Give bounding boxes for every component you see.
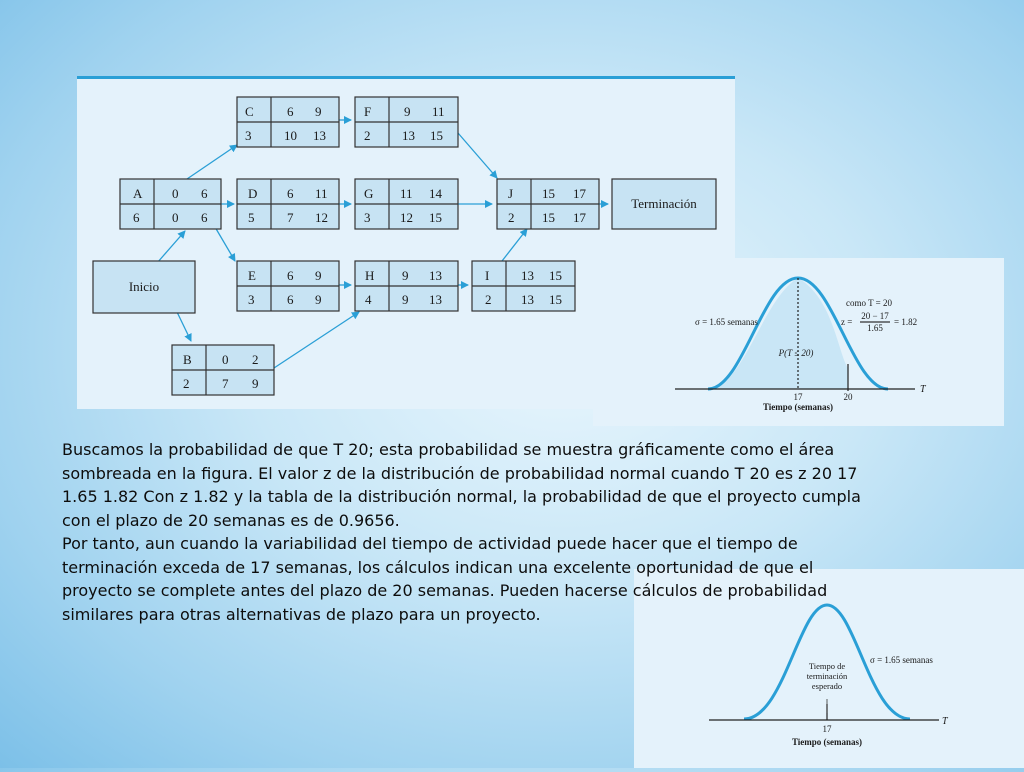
- node-d-ls: 7: [287, 210, 294, 225]
- sigma-label-2: σ = 1.65 semanas: [870, 655, 933, 665]
- node-inicio: [93, 261, 195, 313]
- node-a-es: 0: [172, 186, 179, 201]
- tick-20: 20: [843, 392, 853, 402]
- paragraph-1: Buscamos la probabilidad de que T 20; esta probabilidad se muestra gráficamente como el área sombreada en la figura. El valor z de la distribución de probabilidad normal cuando T 20 es z 20 17 1.65 1.82 Con z 1.82 y la tabla de la distribución normal, la probabilidad de que el proyecto cumpla con el plazo de 20 semanas es de 0.9656.: [62, 440, 861, 530]
- node-i-ef: 15: [549, 268, 562, 283]
- node-c: [237, 97, 339, 147]
- node-terminacion: [612, 179, 716, 229]
- node-a-name: A: [133, 186, 143, 201]
- node-a-ef: 6: [201, 186, 208, 201]
- node-e-ls: 6: [287, 292, 294, 307]
- x-axis-title: Tiempo (semanas): [762, 402, 834, 412]
- node-e-slack: 3: [248, 292, 255, 307]
- node-h-lf: 13: [429, 292, 442, 307]
- arrow-f-j: [458, 133, 497, 178]
- node-d-name: D: [248, 186, 258, 201]
- t-axis-label: T: [920, 384, 926, 395]
- node-c-slack: 3: [245, 128, 252, 143]
- node-b-es: 0: [222, 352, 229, 367]
- arrow-i-j: [502, 229, 527, 261]
- node-b-lf: 9: [252, 376, 259, 391]
- node-g-slack: 3: [364, 210, 371, 225]
- node-b: [172, 345, 274, 395]
- node-a-ls: 0: [172, 210, 179, 225]
- node-g-es: 11: [400, 186, 413, 201]
- node-e-lf: 9: [315, 292, 322, 307]
- arrow-a-c: [187, 145, 237, 179]
- node-f-lf: 15: [430, 128, 443, 143]
- paragraph-2: Por tanto, aun cuando la variabilidad del tiempo de actividad puede hacer que el tiempo de terminación exceda de 17 semanas, los cálculos indican una excelente oportunidad de que el proyecto se complete antes del plazo de 20 semanas. Pueden hacerse cálculos de probabilidad similares para otras alternativas de plazo para un proyecto.: [62, 534, 828, 624]
- node-h-slack: 4: [365, 292, 372, 307]
- node-e-es: 6: [287, 268, 294, 283]
- node-i-ls: 13: [521, 292, 534, 307]
- node-f-name: F: [364, 104, 372, 119]
- z-lhs: z =: [841, 317, 853, 327]
- inicio-label: Inicio: [128, 279, 160, 294]
- node-b-name: B: [183, 352, 192, 367]
- node-f-ef: 11: [432, 104, 445, 119]
- t-axis-label-2: T: [942, 716, 948, 727]
- z-numerator: 20 − 17: [861, 311, 889, 321]
- area-label: P(T ≤ 20): [778, 348, 814, 358]
- node-c-ls: 10: [284, 128, 297, 143]
- node-b-ef: 2: [252, 352, 259, 367]
- node-g-ls: 12: [400, 210, 413, 225]
- node-d-es: 6: [287, 186, 294, 201]
- node-i-name: I: [485, 268, 490, 283]
- normal-distribution-figure: [593, 258, 1004, 426]
- z-result: = 1.82: [894, 317, 918, 327]
- node-f-slack: 2: [364, 128, 371, 143]
- node-g-name: G: [364, 186, 374, 201]
- node-j-ls: 15: [542, 210, 555, 225]
- node-i-slack: 2: [485, 292, 492, 307]
- node-i-lf: 15: [549, 292, 562, 307]
- x-axis-title-2: Tiempo (semanas): [791, 737, 863, 747]
- node-f-ls: 13: [402, 128, 415, 143]
- node-i-es: 13: [521, 268, 534, 283]
- node-a-lf: 6: [201, 210, 208, 225]
- node-g: [355, 179, 458, 229]
- node-a-slack: 6: [133, 210, 140, 225]
- annot-line-3: esperado: [811, 681, 843, 691]
- node-c-es: 6: [287, 104, 294, 119]
- z-denominator: 1.65: [867, 323, 883, 333]
- node-h-es: 9: [402, 268, 409, 283]
- node-j: [497, 179, 599, 229]
- node-c-ef: 9: [315, 104, 322, 119]
- node-j-lf: 17: [573, 210, 586, 225]
- terminacion-label: Terminación: [631, 196, 697, 211]
- normal-svg: [593, 258, 1004, 426]
- shaded-area: [708, 278, 848, 389]
- arrow-b-h: [274, 312, 359, 368]
- body-text: [62, 438, 872, 626]
- como-label: como T = 20: [846, 298, 892, 308]
- node-d-slack: 5: [248, 210, 255, 225]
- node-d-ef: 11: [315, 186, 328, 201]
- node-c-name: C: [245, 104, 254, 119]
- arrow-inicio-a: [157, 231, 185, 263]
- node-j-slack: 2: [508, 210, 515, 225]
- node-f: [355, 97, 458, 147]
- node-j-ef: 17: [573, 186, 586, 201]
- arrow-inicio-b: [177, 312, 191, 341]
- annot-line-2: terminación: [806, 671, 848, 681]
- node-g-lf: 15: [429, 210, 442, 225]
- node-d: [237, 179, 339, 229]
- node-d-lf: 12: [315, 210, 328, 225]
- node-h-ef: 13: [429, 268, 442, 283]
- node-c-lf: 13: [313, 128, 326, 143]
- node-f-es: 9: [404, 104, 411, 119]
- node-g-ef: 14: [429, 186, 442, 201]
- sigma-label: σ = 1.65 semanas: [695, 317, 758, 327]
- annot-line-1: Tiempo de: [808, 661, 846, 671]
- node-b-ls: 7: [222, 376, 229, 391]
- node-j-name: J: [508, 186, 514, 201]
- node-e-ef: 9: [315, 268, 322, 283]
- node-b-slack: 2: [183, 376, 190, 391]
- node-e-name: E: [248, 268, 256, 283]
- node-h-ls: 9: [402, 292, 409, 307]
- node-j-es: 15: [542, 186, 555, 201]
- arrow-a-e: [215, 227, 235, 261]
- node-h-name: H: [365, 268, 375, 283]
- node-e: [237, 261, 339, 311]
- node-a: [120, 179, 221, 229]
- node-i: [472, 261, 575, 311]
- tick-17-2: 17: [822, 724, 832, 734]
- node-h: [355, 261, 458, 311]
- tick-17: 17: [793, 392, 803, 402]
